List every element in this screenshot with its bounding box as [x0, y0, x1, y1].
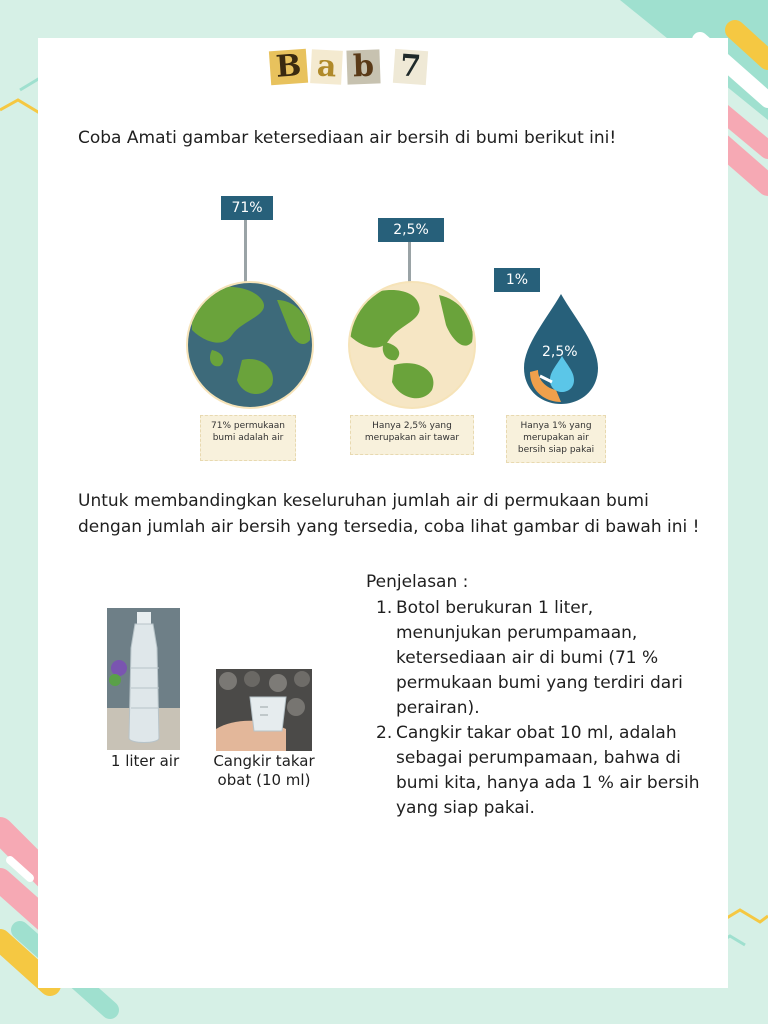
measuring-cup-photo [216, 669, 312, 751]
drop-caption: Hanya 1% yang merupakan air bersih siap pakai [506, 415, 606, 463]
title-letter: B [269, 49, 309, 86]
intro-text: Coba Amati gambar ketersediaan air bersih di bumi berikut ini! [78, 128, 617, 148]
globe1-pole [244, 220, 247, 284]
list-item [372, 721, 702, 821]
globe2-pole [408, 242, 411, 284]
globe1-caption: 71% permukaan bumi adalah air [200, 415, 296, 461]
title-letter [384, 50, 390, 84]
list-item-text: Cangkir takar obat 10 ml, adalah sebagai perumpamaan, bahwa di bumi kita, hanya ada 1 % air bersih yang siap pakai. [396, 723, 700, 818]
list-item-text: Botol berukuran 1 liter, menunjukan perumpamaan, ketersediaan air di bumi (71 % permukaan bumi yang terdiri dari perairan). [396, 598, 683, 718]
title-letter: 7 [393, 49, 428, 85]
comparison-text: Untuk membandingkan keseluruhan jumlah air di permukaan bumi dengan jumlah air bersih yang tersedia, coba lihat gambar di bawah ini ! [78, 491, 700, 537]
globe2-earth-icon [344, 280, 480, 410]
globe2-tag: 2,5% [378, 218, 444, 242]
title-letter: a [310, 49, 343, 85]
drop-inner-label: 2,5% [542, 344, 578, 360]
globe1-earth-icon [182, 280, 318, 410]
drop-tag: 1% [494, 268, 540, 292]
title-letter: b [346, 49, 380, 84]
chapter-title [270, 50, 427, 84]
explanation-title: Penjelasan : [366, 572, 469, 592]
globe1-tag: 71% [221, 196, 273, 220]
globe2-caption: Hanya 2,5% yang merupakan air tawar [350, 415, 474, 455]
bottle-caption: 1 liter air [110, 752, 180, 770]
list-item-number: 2. [376, 723, 393, 743]
bottle-photo [107, 608, 180, 750]
cup-caption-line1: Cangkir takar [213, 752, 315, 770]
list-item [372, 596, 702, 721]
list-item-number: 1. [376, 598, 393, 618]
explanation-list [372, 596, 702, 821]
cup-caption [200, 752, 328, 790]
cup-caption-line2: obat (10 ml) [217, 771, 311, 789]
